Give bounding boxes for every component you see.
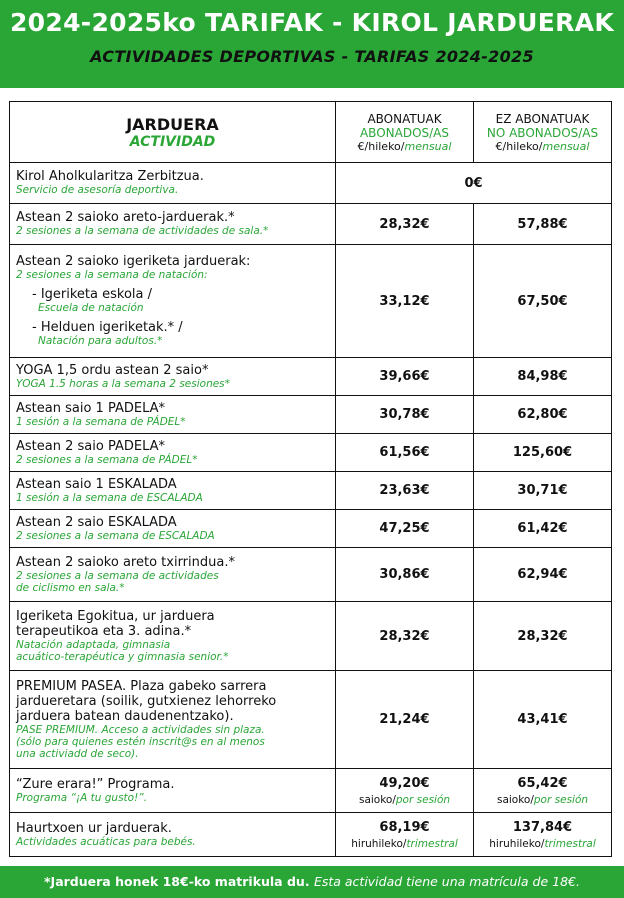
price-member: 49,20€ saioko/por sesión xyxy=(336,769,474,813)
page-title: 2024-2025ko TARIFAK - KIROL JARDUERAK xyxy=(9,8,614,37)
table-row xyxy=(10,358,612,396)
price-all: 0€ xyxy=(336,163,612,204)
price-non-member: 84,98€ xyxy=(474,358,612,396)
activity-cell: Astean 2 saioko areto txirrindua.* 2 sesiones a la semana de actividades de ciclismo en sala.* xyxy=(10,548,336,602)
tariff-table xyxy=(9,101,612,857)
price-member: 21,24€ xyxy=(336,671,474,769)
activity-cell: Igeriketa Egokitua, ur jarduera terapeutikoa eta 3. adina.* Natación adaptada, gimnasia acuático-terapéutica y gimnasia senior.* xyxy=(10,602,336,671)
activity-cell: Astean 2 saioko igeriketa jarduerak: 2 sesiones a la semana de natación: - Igeriketa eskola / Escuela de natación - Helduen igeriketak.* / Natación para adultos.* xyxy=(10,245,336,358)
table-row xyxy=(10,769,612,813)
activity-cell: Astean saio 1 ESKALADA 1 sesión a la semana de ESCALADA xyxy=(10,472,336,510)
price-non-member: 57,88€ xyxy=(474,204,612,245)
price-member: 30,78€ xyxy=(336,396,474,434)
activity-cell: Kirol Aholkularitza Zerbitzua. Servicio de asesoría deportiva. xyxy=(10,163,336,204)
page-subtitle: ACTIVIDADES DEPORTIVAS - TARIFAS 2024-2025 xyxy=(90,47,534,66)
activity-cell: Haurtxoen ur jarduerak. Actividades acuáticas para bebés. xyxy=(10,813,336,857)
table-row xyxy=(10,510,612,548)
price-non-member: 43,41€ xyxy=(474,671,612,769)
price-member: 47,25€ xyxy=(336,510,474,548)
table-row xyxy=(10,163,612,204)
price-non-member: 137,84€ hiruhileko/trimestral xyxy=(474,813,612,857)
activity-cell: “Zure erara!” Programa. Programa “¡A tu gusto!”. xyxy=(10,769,336,813)
activity-cell: Astean 2 saio PADELA* 2 sesiones a la semana de PÁDEL* xyxy=(10,434,336,472)
table-row xyxy=(10,602,612,671)
page-header xyxy=(0,0,624,88)
price-non-member: 65,42€ saioko/por sesión xyxy=(474,769,612,813)
price-member: 28,32€ xyxy=(336,602,474,671)
table-row xyxy=(10,813,612,857)
activity-cell: Astean saio 1 PADELA* 1 sesión a la semana de PÁDEL* xyxy=(10,396,336,434)
activity-cell: PREMIUM PASEA. Plaza gabeko sarrera jardueretara (soilik, gutxienez lehorreko jarduera batean daudenentzako). PASE PREMIUM. Acceso a actividades sin plaza. (sólo para quienes estén inscrit@s en al menos una activiadd de seco). xyxy=(10,671,336,769)
price-member: 39,66€ xyxy=(336,358,474,396)
price-member: 33,12€ xyxy=(336,245,474,358)
activity-cell: YOGA 1,5 ordu astean 2 saio* YOGA 1.5 horas a la semana 2 sesiones* xyxy=(10,358,336,396)
table-row xyxy=(10,472,612,510)
price-non-member: 67,50€ xyxy=(474,245,612,358)
header-activity: JARDUERA ACTIVIDAD xyxy=(10,102,336,163)
activity-cell: Astean 2 saio ESKALADA 2 sesiones a la semana de ESCALADA xyxy=(10,510,336,548)
table-row xyxy=(10,245,612,358)
header-members: ABONATUAK ABONADOS/AS €/hileko/mensual xyxy=(336,102,474,163)
price-member: 23,63€ xyxy=(336,472,474,510)
price-non-member: 62,94€ xyxy=(474,548,612,602)
price-non-member: 28,32€ xyxy=(474,602,612,671)
table-row xyxy=(10,434,612,472)
table-row xyxy=(10,671,612,769)
list-item: - Helduen igeriketak.* / Natación para adultos.* xyxy=(32,320,183,347)
footer-note: *Jarduera honek 18€-ko matrikula du. Esta actividad tiene una matrícula de 18€. xyxy=(0,866,624,898)
price-member: 68,19€ hiruhileko/trimestral xyxy=(336,813,474,857)
table-row xyxy=(10,396,612,434)
price-member: 61,56€ xyxy=(336,434,474,472)
table-row xyxy=(10,548,612,602)
list-item: - Igeriketa eskola / Escuela de natación xyxy=(32,287,153,314)
price-member: 30,86€ xyxy=(336,548,474,602)
price-member: 28,32€ xyxy=(336,204,474,245)
price-non-member: 61,42€ xyxy=(474,510,612,548)
table-header-row xyxy=(10,102,612,163)
activity-cell: Astean 2 saioko areto-jarduerak.* 2 sesiones a la semana de actividades de sala.* xyxy=(10,204,336,245)
table-row xyxy=(10,204,612,245)
price-non-member: 125,60€ xyxy=(474,434,612,472)
header-non-members: EZ ABONATUAK NO ABONADOS/AS €/hileko/mensual xyxy=(474,102,612,163)
price-non-member: 62,80€ xyxy=(474,396,612,434)
price-non-member: 30,71€ xyxy=(474,472,612,510)
